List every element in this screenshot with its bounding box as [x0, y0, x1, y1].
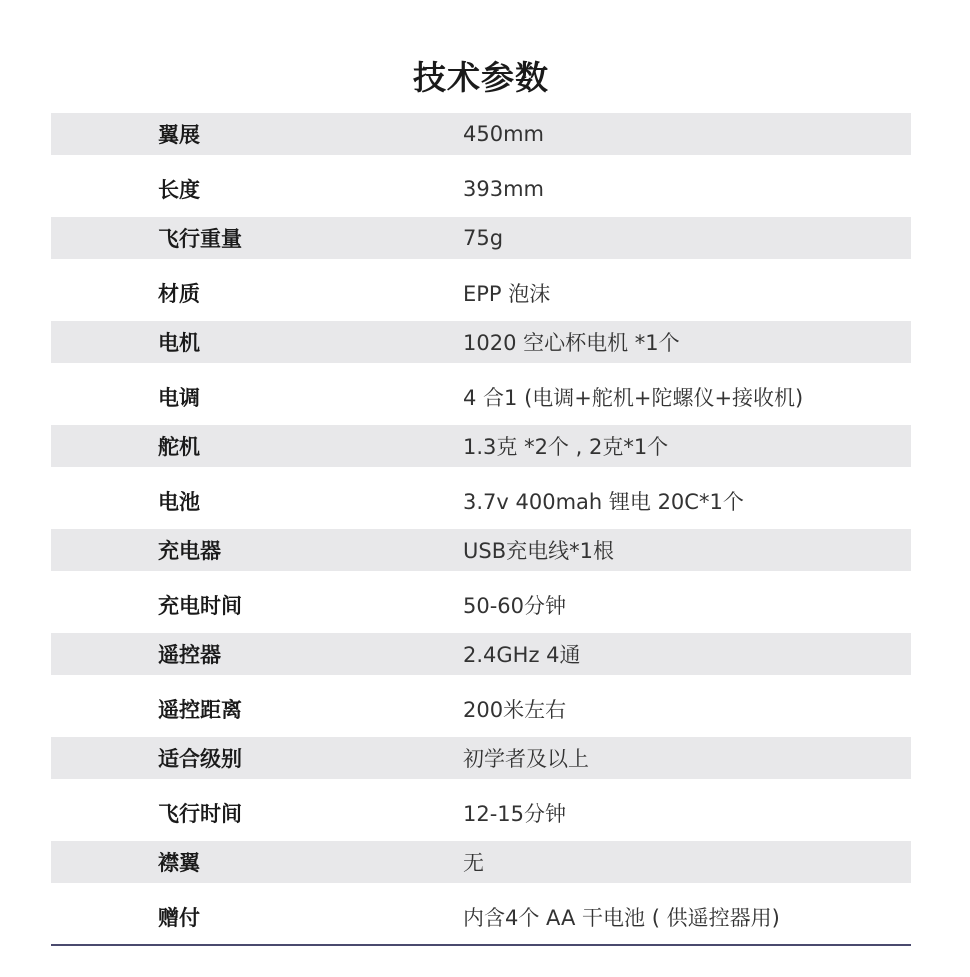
spec-row: [51, 217, 911, 259]
spec-label: 飞行时间: [158, 801, 242, 826]
spec-label: 襟翼: [158, 851, 200, 875]
spec-label: 遥控器: [158, 643, 221, 667]
spec-value: 393mm: [463, 176, 544, 201]
spec-value: 内含4个 AA 干电池 ( 供遥控器用): [463, 905, 780, 930]
spec-value: 75g: [463, 226, 504, 250]
spec-value: 初学者及以上: [463, 747, 589, 771]
spec-label: 翼展: [158, 123, 200, 147]
spec-value: 3.7v 400mah 锂电 20C*1个: [463, 489, 744, 514]
spec-row: [51, 321, 911, 363]
spec-value: 无: [463, 851, 484, 875]
spec-value: 12-15分钟: [463, 801, 567, 826]
spec-row: [51, 633, 911, 675]
spec-label: 飞行重量: [158, 227, 242, 251]
spec-row: [51, 576, 911, 633]
spec-row: [51, 888, 911, 945]
spec-row: [51, 425, 911, 467]
spec-value: 50-60分钟: [463, 593, 567, 618]
spec-row: [51, 160, 911, 217]
spec-label: 充电时间: [158, 593, 242, 618]
spec-label: 电池: [158, 489, 200, 514]
spec-label: 电调: [158, 385, 200, 410]
spec-label: 舵机: [158, 435, 200, 459]
spec-row: [51, 841, 911, 883]
spec-value: 200米左右: [463, 697, 567, 722]
spec-label: 长度: [158, 177, 200, 202]
spec-label: 遥控距离: [158, 697, 242, 722]
spec-row: [51, 113, 911, 155]
spec-value: 1.3克 *2个 , 2克*1个: [463, 435, 669, 459]
spec-value: 450mm: [463, 122, 544, 146]
bottom-divider: [51, 944, 911, 946]
spec-row: [51, 784, 911, 841]
spec-label: 赠付: [158, 905, 200, 930]
spec-value: USB充电线*1根: [463, 539, 614, 563]
page-title: 技术参数: [413, 58, 549, 97]
spec-label: 适合级别: [158, 747, 242, 771]
spec-row: [51, 737, 911, 779]
spec-value: 2.4GHz 4通: [463, 643, 581, 667]
spec-label: 电机: [158, 331, 200, 355]
spec-value: 4 合1 (电调+舵机+陀螺仪+接收机): [463, 385, 804, 410]
spec-value: 1020 空心杯电机 *1个: [463, 331, 680, 355]
spec-label: 材质: [158, 281, 200, 306]
spec-row: [51, 368, 911, 425]
spec-table: [51, 113, 911, 945]
spec-row: [51, 680, 911, 737]
spec-row: [51, 529, 911, 571]
spec-row: [51, 264, 911, 321]
spec-label: 充电器: [158, 539, 221, 563]
spec-value: EPP 泡沫: [463, 281, 551, 306]
spec-row: [51, 472, 911, 529]
